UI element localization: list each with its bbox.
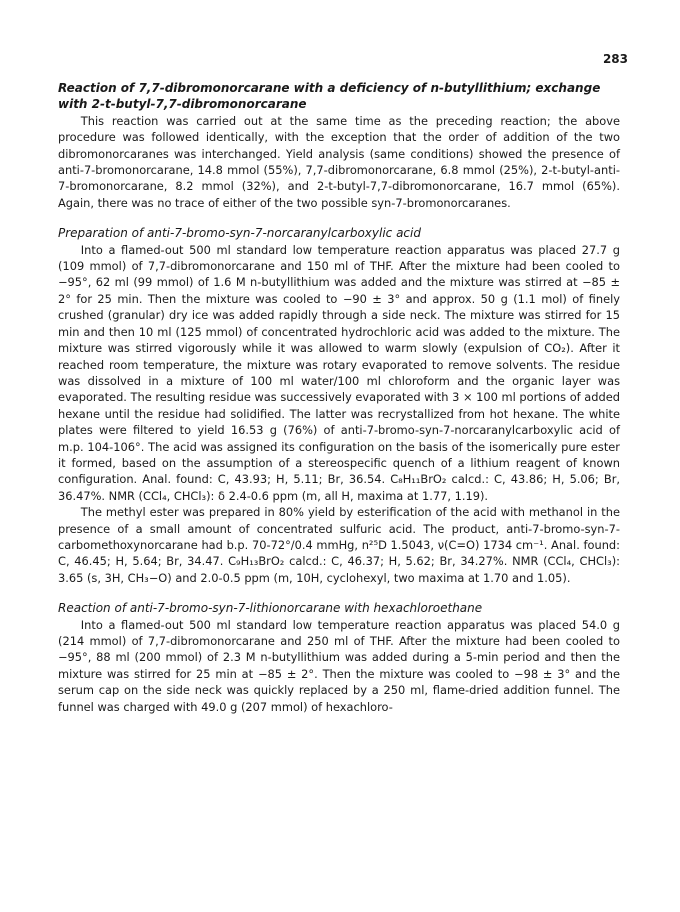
paragraph: Into a flamed-out 500 ml standard low temperature reaction apparatus was placed 27.7 g (109 mmol) of 7,7-dibromonorcarane and 150 ml of THF. After the mixture had been cooled to −95°, 62 ml (99 mmol) of 1.6 M n-butyllithium was added and the mixture was stirred at −85 ± 2° for 25 min. Then the mixture was cooled to −90 ± 3° and approx. 50 g (1.1 mol) of finely crushed (granular) dry ice was added rapidly through a side neck. The mixture was stirred for 15 min and then 10 ml (125 mmol) of concentrated hydrochloric acid was added to the mixture. The mixture was stirred vigorously while it was allowed to warm slowly (expulsion of CO₂). After it reached room temperature, the mixture was rotary evaporated to remove solvents. The residue was dissolved in a mixture of 100 ml water/100 ml chloroform and the organic layer was evaporated. The resulting residue was successively evaporated with 3 × 100 ml portions of added hexane until the residue had solidified. The latter was recrystallized from hot hexane. The white plates were filtered to yield 16.53 g (76%) of anti-7-bromo-syn-7-norcaranylcarboxylic acid of m.p. 104-106°. The acid was assigned its configuration on the basis of the isomerically pure ester it formed, based on the assumption of a stereospecific quench of a lithium reagent of known configuration. Anal. found: C, 43.93; H, 5.11; Br, 36.54. C₈H₁₁BrO₂ calcd.: C, 43.86; H, 5.06; Br, 36.47%. NMR (CCl₄, CHCl₃): δ 2.4-0.6 ppm (m, all H, maxima at 1.77, 1.19).: [58, 242, 620, 503]
paragraph: Into a flamed-out 500 ml standard low temperature reaction apparatus was placed 54.0 g (214 mmol) of 7,7-dibromonorcarane and 250 ml of THF. After the mixture had been cooled to −95°, 88 ml (200 mmol) of 2.3 M n-butyllithium was added during a 5-min period and then the mixture was stirred for 25 min at −85 ± 2°. Then the mixture was cooled to −98 ± 3° and the serum cap on the side neck was quickly replaced by a 250 ml, flame-dried addition funnel. The funnel was charged with 49.0 g (207 mmol) of hexachloro-: [58, 617, 620, 714]
section-hexachloroethane-reaction: [58, 600, 620, 715]
section-heading: Preparation of anti-7-bromo-syn-7-norcaranylcarboxylic acid: [58, 226, 421, 241]
paragraph: This reaction was carried out at the same time as the preceding reaction; the above procedure was followed identically, with the exception that the order of addition of the two dibromonorcaranes was interchanged. Yield analysis (same conditions) showed the presence of anti-7-bromonorcarane, 14.8 mmol (55%), 7,7-dibromonorcarane, 6.8 mmol (25%), 2-t-butyl-anti-7-bromonorcarane, 8.2 mmol (32%), and 2-t-butyl-7,7-dibromonorcarane, 16.7 mmol (65%). Again, there was no trace of either of the two possible syn-7-bromonorcaranes.: [58, 113, 620, 210]
page-number: 283: [602, 52, 628, 66]
paragraph: The methyl ester was prepared in 80% yield by esterification of the acid with methanol in the presence of a small amount of concentrated sulfuric acid. The product, anti-7-bromo-syn-7-carbomethoxynorcarane had b.p. 70-72°/0.4 mmHg, n²⁵D 1.5043, ν(C=O) 1734 cm⁻¹. Anal. found: C, 46.45; H, 5.64; Br, 34.47. C₉H₁₃BrO₂ calcd.: C, 46.37; H, 5.62; Br, 34.27%. NMR (CCl₄, CHCl₃): 3.65 (s, 3H, CH₃−O) and 2.0-0.5 ppm (m, 10H, cyclohexyl, two maxima at 1.70 and 1.05).: [58, 505, 620, 585]
section-heading: Reaction of anti-7-bromo-syn-7-lithionorcarane with hexachloroethane: [58, 601, 483, 616]
section-carboxylic-acid-preparation: [58, 225, 620, 586]
page-content: [58, 80, 620, 729]
section-exchange-reaction: [58, 80, 620, 211]
section-heading: Reaction of 7,7-dibromonorcarane with a deficiency of n-butyllithium; exchange with 2-t-butyl-7,7-dibromonorcarane: [58, 81, 601, 112]
